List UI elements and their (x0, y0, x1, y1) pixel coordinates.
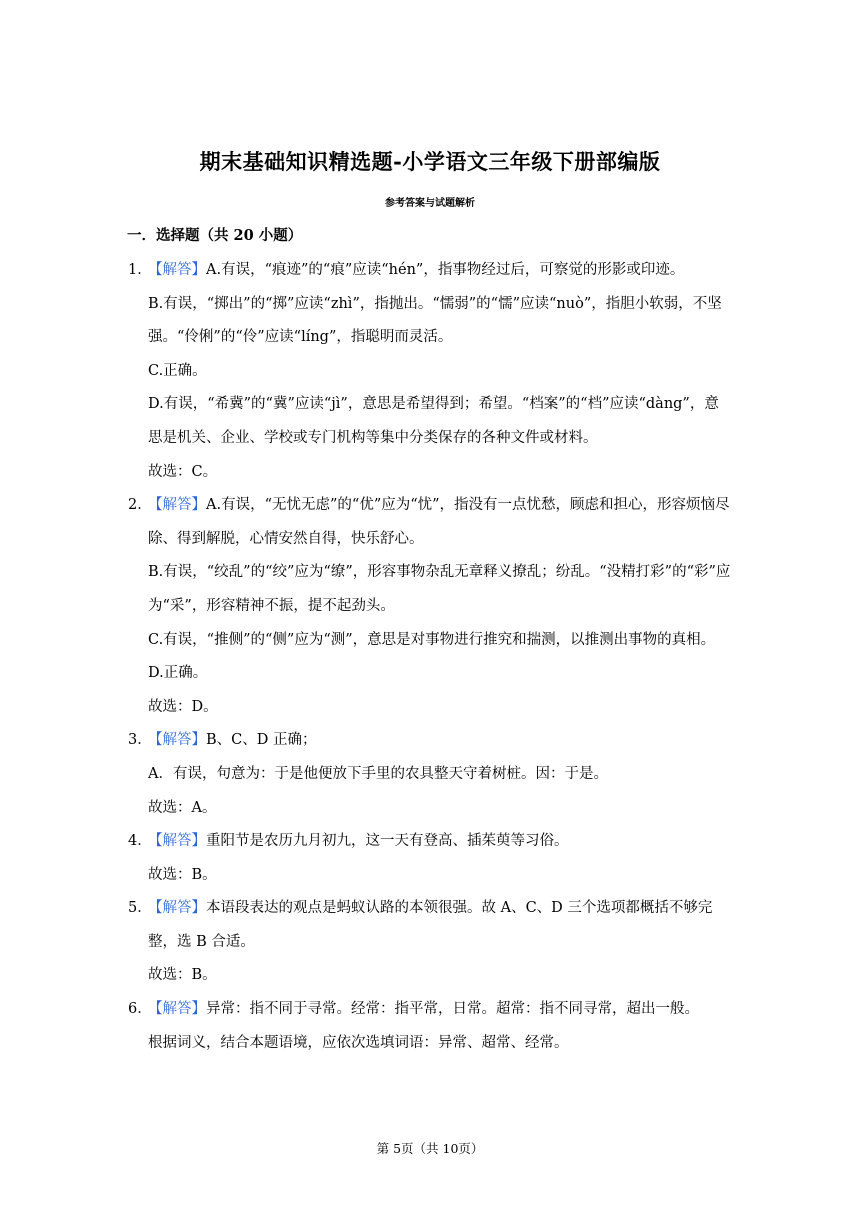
answer-tag: 【解答】 (148, 497, 206, 514)
answer-line: B.有误，“绞乱”的“绞”应为“缭”，形容事物杂乱无章释义撩乱；纷乱。“没精打彩”的“彩”应为“采”，形容精神不振，提不起劲头。 (148, 564, 731, 614)
question-number: 3． (128, 732, 152, 749)
answer-text: 重阳节是农历九月初九，这一天有登高、插茱萸等习俗。 (206, 833, 569, 850)
answer-text: 本语段表达的观点是蚂蚁认路的本领很强。故 A、C、D 三个选项都概括不够完整，选 B 合适。 (148, 900, 713, 950)
answer-line (148, 489, 731, 556)
answer-line: A．有误，句意为：于是他便放下手里的农具整天守着树桩。因：于是。 (148, 765, 608, 782)
answer-choice: 故选：C。 (148, 463, 218, 480)
page-title: 期末基础知识精选题-小学语文三年级下册部编版 (199, 149, 661, 174)
answer-item (127, 724, 731, 825)
answer-line: C.有误，“推侧”的“侧”应为“测”，意思是对事物进行推究和揣测，以推测出事物的真相。 (148, 631, 716, 648)
answer-choice: 故选：B。 (148, 866, 217, 883)
answer-line: 根据词义，结合本题语境，应依次选填词语：异常、超常、经常。 (148, 1034, 569, 1051)
question-number: 5． (128, 900, 152, 917)
question-number: 2． (128, 497, 152, 514)
answer-item (127, 825, 731, 892)
answer-line (148, 993, 731, 1027)
answer-choice: 故选：D。 (148, 698, 218, 715)
answer-tag: 【解答】 (148, 732, 206, 749)
answer-choice: 故选：A。 (148, 799, 217, 816)
answer-text: B、C、D 正确； (206, 732, 317, 749)
answer-line (148, 825, 731, 859)
page-subtitle: 参考答案与试题解析 (385, 198, 475, 209)
answer-tag: 【解答】 (148, 833, 206, 850)
answer-line: C.正确。 (148, 362, 207, 379)
page-footer: 第 5页（共 10页） (376, 1141, 484, 1156)
answer-text: A.有误，“无忧无虑”的“优”应为“忧”，指没有一点忧愁，顾虑和担心，形容烦恼尽除、得到解脱，心情安然自得，快乐舒心。 (148, 497, 730, 547)
question-number: 1． (128, 262, 152, 278)
answer-list (127, 254, 731, 1060)
answer-text: A.有误，“痕迹”的“痕”应读“hén”，指事物经过后，可察觉的形影或印迹。 (206, 262, 685, 278)
answer-tag: 【解答】 (148, 262, 206, 278)
answer-line (148, 892, 731, 959)
section-heading: 一．选择题（共 20 小题） (127, 227, 303, 244)
answer-text: 异常：指不同于寻常。经常：指平常，日常。超常：指不同寻常，超出一般。 (206, 1001, 699, 1018)
answer-tag: 【解答】 (148, 900, 206, 917)
answer-line: B.有误，“掷出”的“掷”应读“zhì”，指抛出。“懦弱”的“懦”应读“nuò”，指胆小软弱，不坚强。“伶俐”的“伶”应读“líng”，指聪明而灵活。 (148, 295, 722, 346)
question-number: 4． (128, 833, 152, 850)
answer-line: D.正确。 (148, 665, 208, 682)
answer-item (127, 489, 731, 724)
answer-item (127, 993, 731, 1060)
answer-choice: 故选：B。 (148, 967, 217, 984)
answer-tag: 【解答】 (148, 1001, 206, 1018)
answer-line: D.有误，“希冀”的“冀”应读“jì”，意思是希望得到；希望。“档案”的“档”应读“dàng”，意思是机关、企业、学校或专门机构等集中分类保存的各种文件或材料。 (148, 396, 719, 446)
answer-item (127, 254, 731, 489)
answer-line (148, 254, 731, 288)
answer-line (148, 724, 731, 758)
question-number: 6． (128, 1001, 152, 1018)
answer-item (127, 892, 731, 993)
